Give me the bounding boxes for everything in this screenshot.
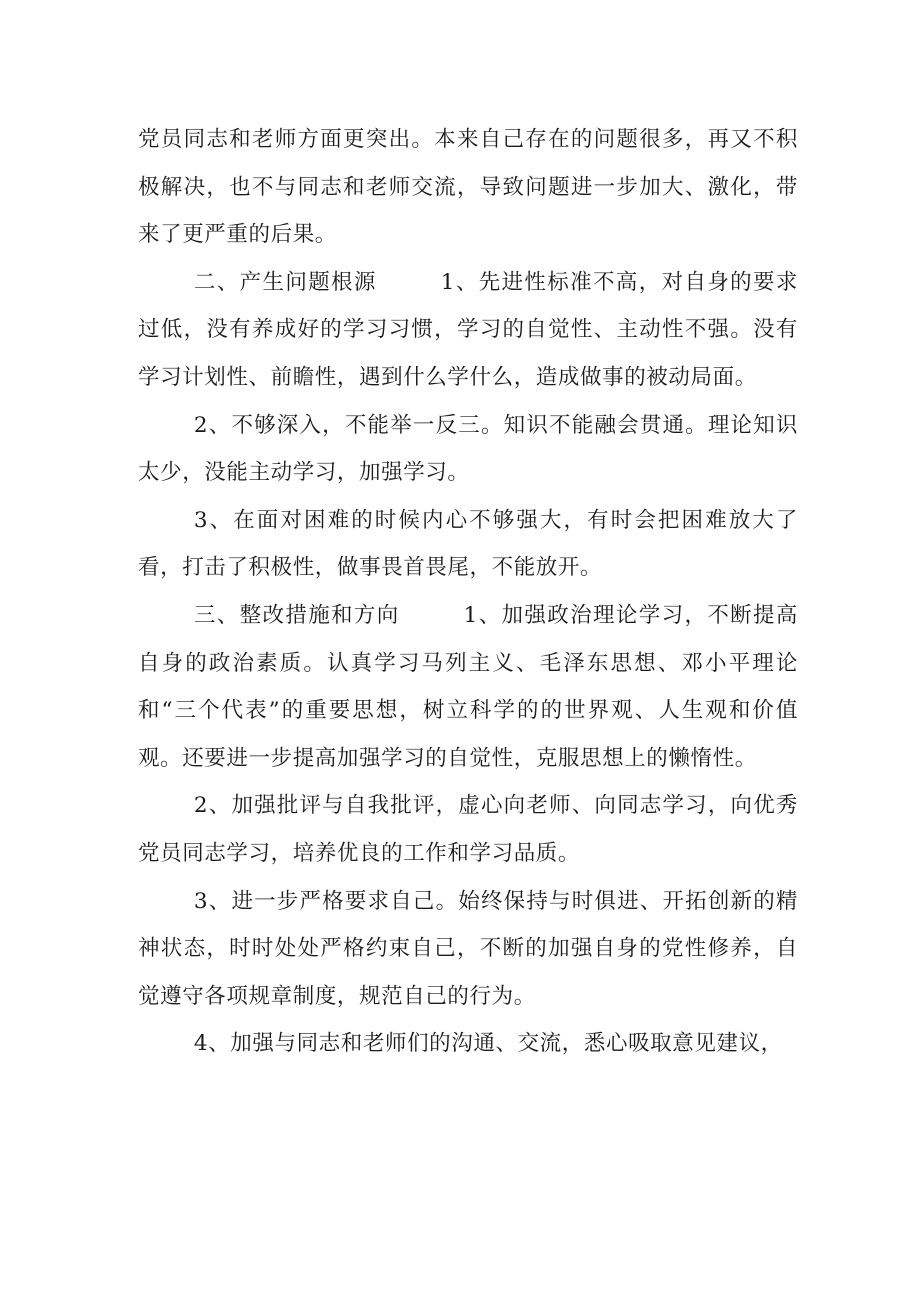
paragraph-section-2 <box>138 259 798 402</box>
section-heading: 三、整改措施和方向 <box>193 602 400 628</box>
paragraph-item-3 <box>138 497 798 592</box>
document-body <box>138 116 798 1068</box>
paragraph-continuation <box>138 116 798 259</box>
paragraph-measure-4 <box>138 1020 798 1068</box>
section-heading: 二、产生问题根源 <box>193 269 377 295</box>
paragraph-measure-2 <box>138 782 798 877</box>
paragraph-text: 1、加强政治理论学习，不断提高自身的政治素质。认真学习马列主义、毛泽东思想、邓小平理论和“三个代表”的重要思想，树立科学的的世界观、人生观和价值观。还要进一步提高加强学习的自觉性，克服思想上的懒惰性。 <box>138 602 798 771</box>
paragraph-text: 3、进一步严格要求自己。始终保持与时俱进、开拓创新的精神状态，时时处处严格约束自己，不断的加强自身的党性修养，自觉遵守各项规章制度，规范自己的行为。 <box>138 888 798 1009</box>
paragraph-text: 2、不够深入，不能举一反三。知识不能融会贯通。理论知识太少，没能主动学习，加强学习。 <box>138 412 798 486</box>
paragraph-text: 3、在面对困难的时候内心不够强大，有时会把困难放大了看，打击了积极性，做事畏首畏尾，不能放开。 <box>138 507 798 581</box>
paragraph-text: 1、先进性标准不高，对自身的要求过低，没有养成好的学习习惯，学习的自觉性、主动性不强。没有学习计划性、前瞻性，遇到什么学什么，造成做事的被动局面。 <box>138 269 799 390</box>
paragraph-item-2 <box>138 402 798 497</box>
paragraph-section-3 <box>138 592 798 782</box>
paragraph-text: 4、加强与同志和老师们的沟通、交流，悉心吸取意见建议， <box>193 1031 783 1057</box>
paragraph-text: 党员同志和老师方面更突出。本来自己存在的问题很多，再又不积极解决，也不与同志和老师交流，导致问题进一步加大、激化，带来了更严重的后果。 <box>138 127 798 248</box>
paragraph-measure-3 <box>138 878 798 1021</box>
paragraph-text: 2、加强批评与自我批评，虚心向老师、向同志学习，向优秀党员同志学习，培养优良的工作和学习品质。 <box>138 793 798 866</box>
